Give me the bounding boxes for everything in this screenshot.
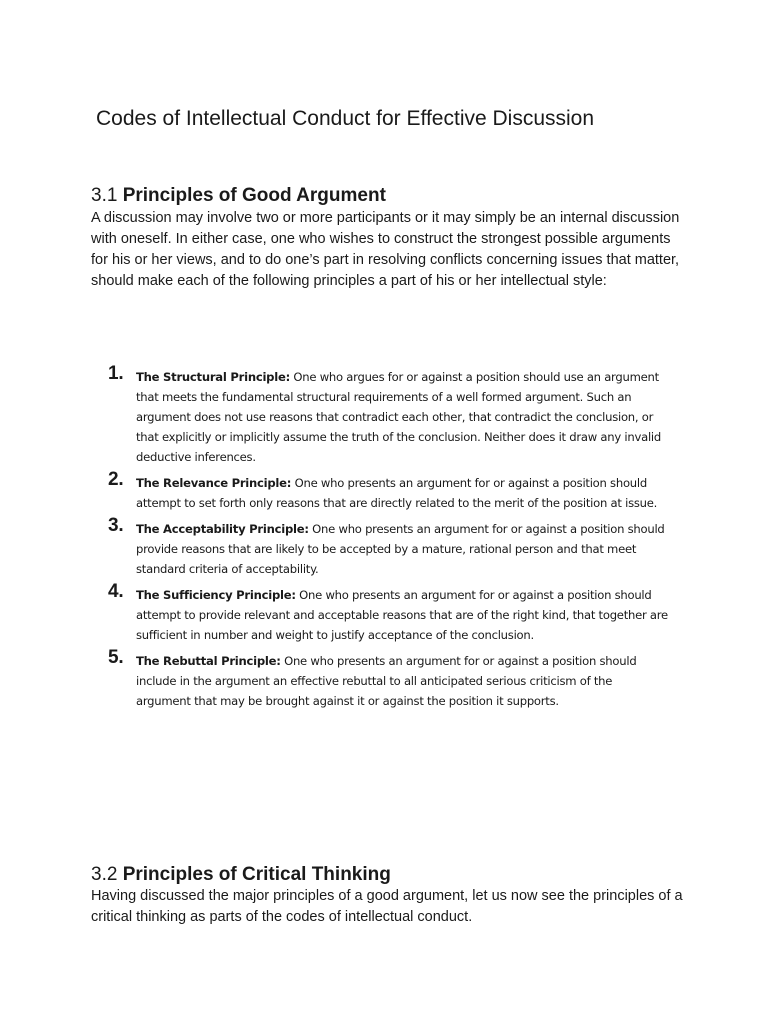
principle-text: One who argues for or against a position should use an argument that meets the fundamental structural requirements of a well formed argument. Such an argument does not use reasons that contradict each other, that contradict the conclusion, or that explicitly or implicitly assume the truth of the conclusion. Neither does it draw any invalid deductive inferences. [136, 370, 662, 464]
principle-name: The Acceptability Principle: [136, 522, 309, 536]
principle-text: One who presents an argument for or against a position should provide reasons that are likely to be accepted by a mature, rational person and that meet standard criteria of acceptability. [136, 522, 665, 576]
principles-list [108, 363, 668, 717]
principle-text: One who presents an argument for or against a position should attempt to set forth only reasons that are directly related to the merit of the position at issue. [136, 476, 658, 510]
section-number: 3.2 [91, 863, 118, 885]
principle-name: The Structural Principle: [136, 370, 290, 384]
list-item-number: 3. [108, 515, 124, 536]
section-heading-3-1 [91, 185, 386, 207]
list-item-acceptability-principle [108, 515, 668, 579]
section-intro-paragraph: A discussion may involve two or more participants or it may simply be an internal discussion with oneself. In either case, one who wishes to construct the strongest possible arguments for his or her views, and to do one’s part in resolving conflicts concerning issues that matter, should make each of the following principles a part of his or her intellectual style: [91, 210, 680, 289]
section-intro-paragraph: Having discussed the major principles of a good argument, let us now see the principles of a critical thinking as parts of the codes of intellectual conduct. [91, 888, 683, 925]
list-item-structural-principle [108, 363, 668, 467]
principle-text: One who presents an argument for or against a position should attempt to provide relevant and acceptable reasons that are of the right kind, that together are sufficient in number and weight to justify acceptance of the conclusion. [136, 588, 668, 642]
list-item-rebuttal-principle [108, 647, 668, 711]
section-title: Principles of Good Argument [122, 184, 386, 206]
section-title: Principles of Critical Thinking [122, 863, 391, 885]
list-item-relevance-principle [108, 469, 668, 513]
principle-name: The Relevance Principle: [136, 476, 292, 490]
list-item-sufficiency-principle [108, 581, 668, 645]
list-item-number: 4. [108, 581, 124, 602]
list-item-number: 5. [108, 647, 124, 668]
principle-name: The Sufficiency Principle: [136, 588, 296, 602]
principle-name: The Rebuttal Principle: [136, 654, 281, 668]
section-heading-3-2 [91, 864, 391, 886]
page-title: Codes of Intellectual Conduct for Effective Discussion [96, 107, 595, 131]
principle-text: One who presents an argument for or against a position should include in the argument an effective rebuttal to all anticipated serious criticism of the argument that may be brought against it or against the position it supports. [136, 654, 637, 708]
section-number: 3.1 [91, 184, 118, 206]
list-item-number: 2. [108, 469, 124, 490]
list-item-number: 1. [108, 363, 124, 384]
